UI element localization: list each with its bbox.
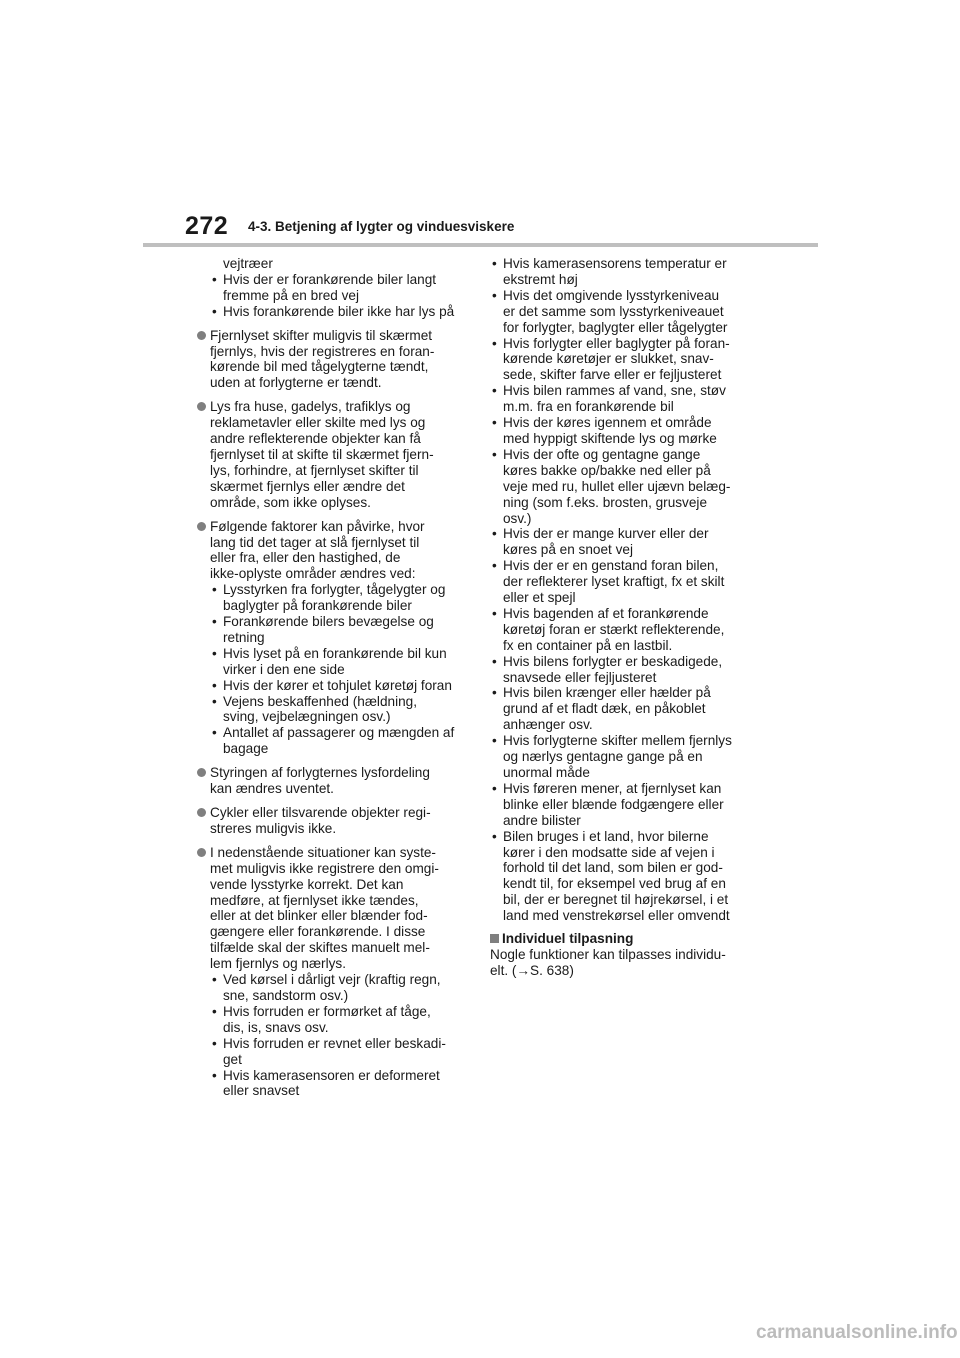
text-line: grund af et fladt dæk, en påkoblet [503,701,706,717]
text-line: ekstremt høj [503,271,578,287]
text-line: gængere eller forankørende. I disse [210,924,426,940]
bullet-item: • Vejens beskaffenhed (hældning, [210,694,472,710]
text-line: anhænger osv. [503,717,593,733]
text-line: og nærlys gentagne gange på en [503,749,703,765]
text-line: vende lysstyrke korrekt. Det kan [210,876,404,892]
text-line: Cykler eller tilsvarende objekter regi- [210,805,431,820]
bullet-item: • Hvis forankørende biler ikke har lys på [210,304,472,320]
bullet-item: • Antallet af passagerer og mængden af [210,725,472,741]
text-line: der reflekterer lyset kraftigt, fx et skilt [503,574,725,590]
text-line: område, som ikke oplyses. [210,494,371,510]
subsection-heading [490,931,758,947]
text-line: baglygter på forankørende biler [223,598,412,614]
paragraph-bullet-icon [197,402,206,411]
text-line: bil, der er beregnet til højrekørsel, i et [503,892,729,908]
text-line: ikke-oplyste områder ændres ved: [210,566,416,582]
paragraph-bullet-icon [197,768,206,777]
text-line: blinke eller blænde fodgængere eller [503,796,724,812]
bullet-item: • Hvis der køres igennem et område [490,415,758,431]
paragraph-influencing-factors [210,519,472,758]
text-line: tilfælde skal der skiftes manuelt mel- [210,940,430,956]
text-line: skærmet fjernlys eller ændre det [210,478,405,494]
bullet-item: • Hvis der er mange kurver eller der [490,526,758,542]
text-line: get [223,1051,242,1067]
text-line: kendt til, for eksempel ved brug af en [503,876,726,892]
text-line: vejtræer [223,256,273,271]
text-line: snavsede eller fejljusteret [503,669,657,685]
bullet-item: • Hvis forlygter eller baglygter på foran- [490,336,758,352]
text-line: dis, is, snavs osv. [223,1019,329,1035]
watermark-text: carmanualsonline.info [756,1322,958,1343]
text-line: sving, vejbelægningen osv.) [223,709,391,725]
paragraph-high-beam-fog-lights [210,328,472,392]
bullet-item: • Forankørende bilers bevægelse og [210,614,472,630]
text-line: kører i den modsatte side af vejen i [503,844,715,860]
text-line: eller et spejl [503,590,576,606]
text-line: veje med ru, hullet eller ujævn belæg- [503,478,731,494]
text-line: forhold til det land, som bilen er god- [503,860,723,876]
text-line: medføre, at fjernlyset ikke tændes, [210,892,419,908]
text-line: sne, sandstorm osv.) [223,987,349,1003]
text-line: ning (som f.eks. brosten, grusveje [503,494,707,510]
text-line: eller snavset [223,1083,300,1099]
text-line: fx en container på en lastbil. [503,637,673,653]
text-line: fjernlys, hvis der registreres en foran- [210,343,435,359]
right-bullet-list [490,256,758,924]
bullet-item: • Hvis bilen rammes af vand, sne, støv [490,383,758,399]
intro-bullet-list [210,256,472,320]
bullet-item: • Hvis lyset på en forankørende bil kun [210,646,472,662]
text-line: med hyppigt skiftende lys og mørke [503,430,717,446]
text-line: kørende køretøjer er slukket, snav- [503,351,714,367]
subsection-heading-text: Individuel tilpasning [502,931,634,947]
text-line: lem fjernlys og nærlys. [210,956,346,972]
paragraph-bullet-icon [197,848,206,857]
bullet-item: • Hvis bilen krænger eller hælder på [490,685,758,701]
text-line: fremme på en bred vej [223,287,360,303]
left-column [210,256,472,1099]
bullet-item: • Lysstyrken fra forlygter, tågelygter og [210,582,472,598]
text-line: Fjernlyset skifter muligvis til skærmet [210,327,433,343]
square-bullet-icon [490,934,499,943]
bullet-item: • Hvis det omgivende lysstyrkeniveau [490,288,758,304]
paragraph-detection-situations [210,845,472,1100]
bullet-item: • Hvis forruden er formørket af tåge, [210,1004,472,1020]
bullet-item: • Hvis der ofte og gentagne gange [490,447,758,463]
text-line: retning [223,629,265,645]
bullet-item: • Hvis forruden er revnet eller beskadi- [210,1036,472,1052]
text-line: Lys fra huse, gadelys, trafiklys og [210,399,411,415]
text-line: osv.) [503,510,532,526]
text-line: køres bakke op/bakke ned eller på [503,462,711,478]
text-line: kørende bil med tågelygterne tændt, [210,359,429,375]
header-rule [143,243,818,247]
bullet-item: • Bilen bruges i et land, hvor bilerne [490,829,758,845]
text-line: reklametavler eller skilte med lys og [210,415,426,431]
text-line: Styringen af forlygternes lysfordeling [210,765,430,781]
paragraph-bullet-icon [197,808,206,817]
paragraph-external-lights [210,399,472,510]
text-line: Følgende faktorer kan påvirke, hvor [210,518,425,534]
page-reference-link[interactable]: elt. (→S. 638) [490,962,574,978]
text-line: andre reflekterende objekter kan få [210,431,421,447]
text-line: Nogle funktioner kan tilpasses individu- [490,946,726,962]
text-line: kan ændres uventet. [210,781,334,797]
text-line: eller fra, eller den hastighed, de [210,550,401,566]
bullet-item: • Hvis kamerasensoren er deformeret [210,1068,472,1084]
bullet-item: • Hvis bagenden af et forankørende [490,606,758,622]
text-line: lys, forhindre, at fjernlyset skifter til [210,462,419,478]
paragraph-bicycles [210,805,472,837]
text-line: lang tid det tager at slå fjernlyset til [210,534,420,550]
right-column [490,256,758,979]
text-line: met muligvis ikke registrere den omgi- [210,860,439,876]
text-line: er det samme som lysstyrkeniveauet [503,303,724,319]
text-line: sede, skifter farve eller er fejljusteret [503,367,722,383]
text-line: køretøj foran er stærkt reflekterende, [503,621,725,637]
bullet-item: • Ved kørsel i dårligt vejr (kraftig regn, [210,972,472,988]
page-number: 272 [185,212,229,240]
text-line: I nedenstående situationer kan syste- [210,844,436,860]
text-line: uden at forlygterne er tændt. [210,375,382,391]
bullet-item: • Hvis der er en genstand foran bilen, [490,558,758,574]
text-line: køres på en snoet vej [503,542,633,558]
paragraph-bullet-icon [197,331,206,340]
bullet-item: • Hvis kamerasensorens temperatur er [490,256,758,272]
section-title: 4-3. Betjening af lygter og vinduesviskere [248,219,515,234]
bullet-item: • Hvis bilens forlygter er beskadigede, [490,654,758,670]
text-line: fjernlyset til at skifte til skærmet fjern- [210,446,434,462]
bullet-item: • Hvis der er forankørende biler langt [210,272,472,288]
text-line: andre bilister [503,812,581,828]
text-line: land med venstrekørsel eller omvendt [503,908,730,924]
text-line: for forlygter, baglygter eller tågelygter [503,319,728,335]
text-line: bagage [223,741,269,757]
bullet-item: • Hvis føreren mener, at fjernlyset kan [490,781,758,797]
subsection-body [490,947,758,979]
text-line: eller at det blinker eller blænder fod- [210,908,428,924]
text-line: unormal måde [503,765,590,780]
text-line: m.m. fra en forankørende bil [503,399,674,415]
paragraph-light-distribution [210,765,472,797]
text-line: virker i den ene side [223,661,345,677]
paragraph-bullet-icon [197,522,206,531]
bullet-item: • Hvis der kører et tohjulet køretøj foran [210,678,472,694]
bullet-item: • Hvis forlygterne skifter mellem fjernlys [490,733,758,749]
text-line: streres muligvis ikke. [210,820,337,836]
